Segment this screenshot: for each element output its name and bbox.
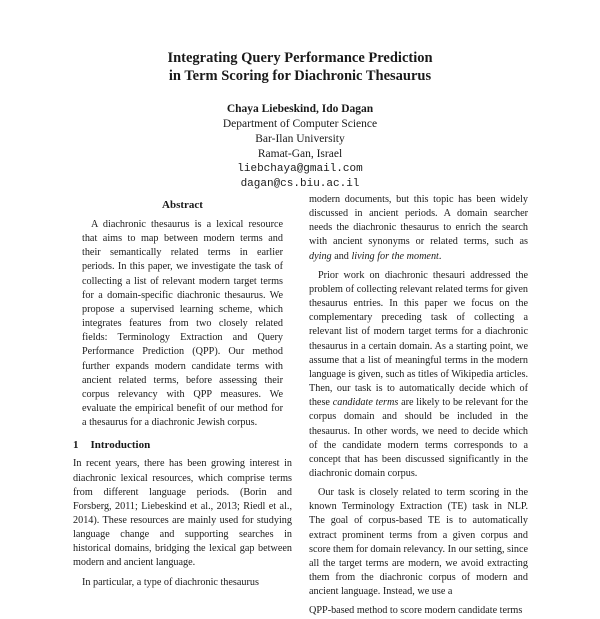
right-paragraph-3: Our task is closely related to term scoring in the known Terminology Extraction (TE) task in NLP. The goal of corpus-based TE is to automatically extract prominent terms from a given corpus and score them for domain relevancy. In our setting, since all the target terms are modern, we avoid extracting them from the diachronic corpus of modern and ancient language. Instead, we use a bbox=[309, 487, 528, 598]
left-column bbox=[73, 198, 292, 588]
abstract-text: A diachronic thesaurus is a lexical resource that aims to map between modern terms and their semantically related terms in earlier periods. In this paper, we investigate the task of collecting a list of relevant modern target terms for a domain-specific diachronic thesaurus. We propose a supervised learning scheme, which integrates features from two closely related fields: Terminology Extraction and Query Performance Prediction (QPP). Our method further expands modern candidate terms with ancient related terms, before assessing their corpus relevancy with QPP measures. We evaluate the empirical benefit of our method for a thesaurus for a diachronic Jewish corpus. bbox=[82, 219, 283, 429]
authors: Chaya Liebeskind, Ido Dagan bbox=[226, 103, 374, 115]
abstract-body bbox=[73, 218, 292, 430]
title-line-1: Integrating Query Performance Prediction bbox=[167, 50, 433, 66]
right-paragraph-2-text-a: Prior work on diachronic thesauri addressed the problem of collecting relevant related terms for given thesaurus entries. In this paper we focus on the complementary preceding task of collecting a relevant list of modern target terms for a diachronic thesaurus in a certain domain. As a starting point, we assume that a list of meaningful terms in the modern language is given, such as titles of Wikipedia articles. Then, our task is to automatically decide which of these bbox=[309, 269, 528, 409]
emphasis-living-for-the-moment: living for the moment bbox=[351, 250, 439, 262]
section-number: 1 bbox=[73, 439, 79, 452]
section-heading-introduction bbox=[73, 438, 292, 452]
affiliation-university: Bar-Ilan University bbox=[255, 133, 345, 145]
right-paragraph-2 bbox=[309, 269, 528, 481]
email-1: liebchaya@gmail.com bbox=[237, 163, 363, 175]
right-paragraph-4-partial: QPP-based method to score modern candidate terms bbox=[309, 605, 523, 617]
section-title: Introduction bbox=[90, 439, 151, 452]
abstract-heading: Abstract bbox=[162, 199, 203, 211]
paper-header bbox=[0, 49, 600, 192]
right-column bbox=[309, 193, 528, 617]
affiliation-department: Department of Computer Science bbox=[222, 118, 378, 130]
email-2: dagan@cs.biu.ac.il bbox=[240, 178, 360, 190]
intro-paragraph-2-partial: In particular, a type of diachronic thesaurus bbox=[82, 576, 259, 588]
paper-title bbox=[0, 49, 600, 85]
right-paragraph-1 bbox=[309, 193, 528, 264]
emphasis-dying: dying bbox=[309, 250, 332, 262]
conjunction-text: and bbox=[331, 250, 352, 262]
right-paragraph-1-text: modern documents, but this topic has been widely discussed in ancient periods. A domain searcher needs the diachronic thesaurus to enrich the search with ancient synonyms or related terms, such as bbox=[309, 194, 528, 248]
emphasis-candidate-terms: candidate terms bbox=[332, 397, 399, 409]
affiliation-location: Ramat-Gan, Israel bbox=[257, 148, 343, 160]
right-paragraph-2-text-b: are likely to be relevant for the corpus domain and should be included in the thesaurus. In other words, we need to decide which of the candidate modern terms corresponds to a concept that has been discussed significantly in the diachronic domain corpus. bbox=[309, 397, 528, 479]
sentence-end: . bbox=[438, 250, 442, 262]
title-line-2: in Term Scoring for Diachronic Thesaurus bbox=[168, 68, 432, 84]
intro-paragraph-1: In recent years, there has been growing interest in diachronic lexical resources, which comprise terms from different language periods. (Borin and Forsberg, 2011; Liebeskind et al., 2013; Riedl et al., 2014). These resources are mainly used for studying language change and supporting searches in historical domains, bridging the lexical gap between modern and ancient language. bbox=[73, 458, 292, 569]
